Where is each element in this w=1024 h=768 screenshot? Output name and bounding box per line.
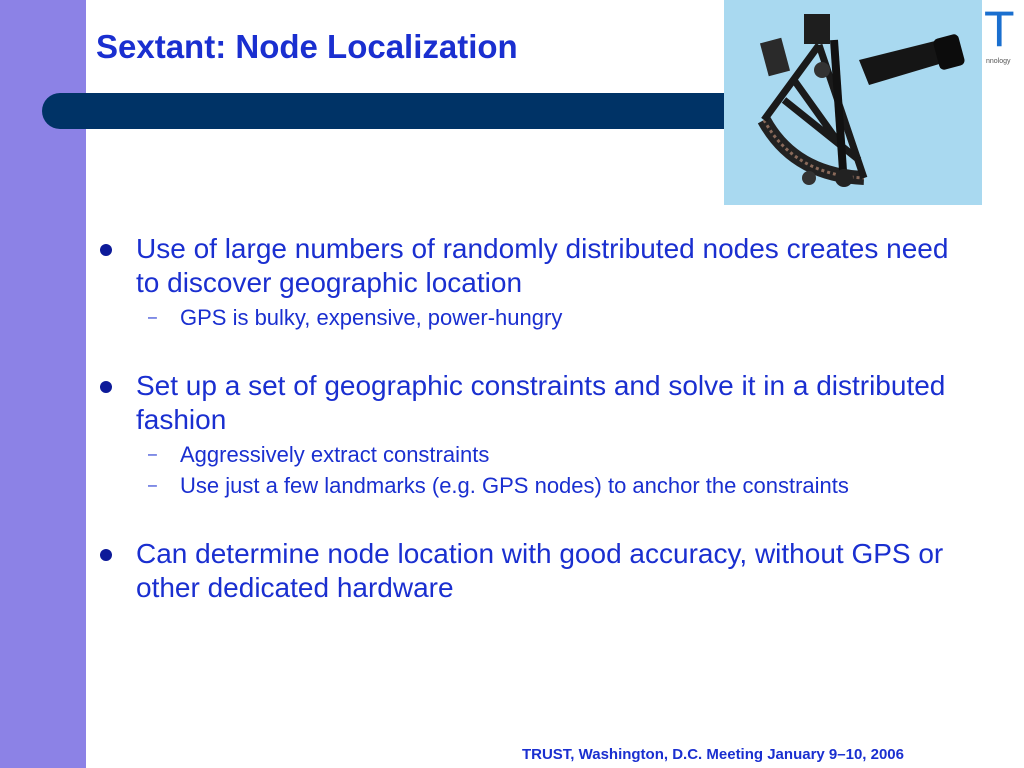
- sub-bullet-item: [96, 441, 976, 468]
- sub-bullet-text: Aggressively extract constraints: [180, 442, 490, 467]
- bullet-item: [96, 537, 976, 605]
- sextant-telescope: [859, 40, 946, 85]
- sub-bullet-marker: –: [148, 309, 157, 326]
- bullet-list: [96, 232, 976, 605]
- sextant-pivot: [814, 62, 830, 78]
- slide-title: Sextant: Node Localization: [96, 28, 518, 65]
- sextant-eyepiece: [932, 33, 965, 71]
- sub-bullet-item: [96, 472, 976, 499]
- sextant-horizon-mirror: [760, 38, 790, 77]
- logo-text: nnology: [986, 58, 1011, 65]
- sub-bullet-text: GPS is bulky, expensive, power-hungry: [180, 305, 563, 330]
- title-underline-bar: [42, 93, 802, 129]
- logo-letter: T: [984, 1, 1015, 57]
- bullet-text: Set up a set of geographic constraints and solve it in a distributed fashion: [136, 370, 946, 435]
- bullet-icon: [100, 381, 112, 393]
- bullet-text: Can determine node location with good accuracy, without GPS or other dedicated hardware: [136, 538, 944, 603]
- bullet-icon: [100, 549, 112, 561]
- bullet-text: Use of large numbers of randomly distributed nodes creates need to discover geographic location: [136, 233, 949, 298]
- sub-bullet-text: Use just a few landmarks (e.g. GPS nodes) to anchor the constraints: [180, 473, 849, 498]
- sextant-image: [724, 0, 982, 205]
- sextant-index-arm: [834, 40, 844, 185]
- sextant-index-mirror: [804, 14, 830, 44]
- sextant-illustration: [724, 0, 982, 205]
- bullet-icon: [100, 244, 112, 256]
- sub-bullet-item: [96, 304, 976, 331]
- sextant-knob: [802, 171, 816, 185]
- sub-bullet-marker: –: [148, 446, 157, 463]
- bullet-item: [96, 369, 976, 437]
- slide-footer: TRUST, Washington, D.C. Meeting January 9–10, 2006: [521, 746, 904, 763]
- sub-bullet-marker: –: [148, 477, 157, 494]
- bullet-item: [96, 232, 976, 300]
- sextant-knob: [835, 169, 853, 187]
